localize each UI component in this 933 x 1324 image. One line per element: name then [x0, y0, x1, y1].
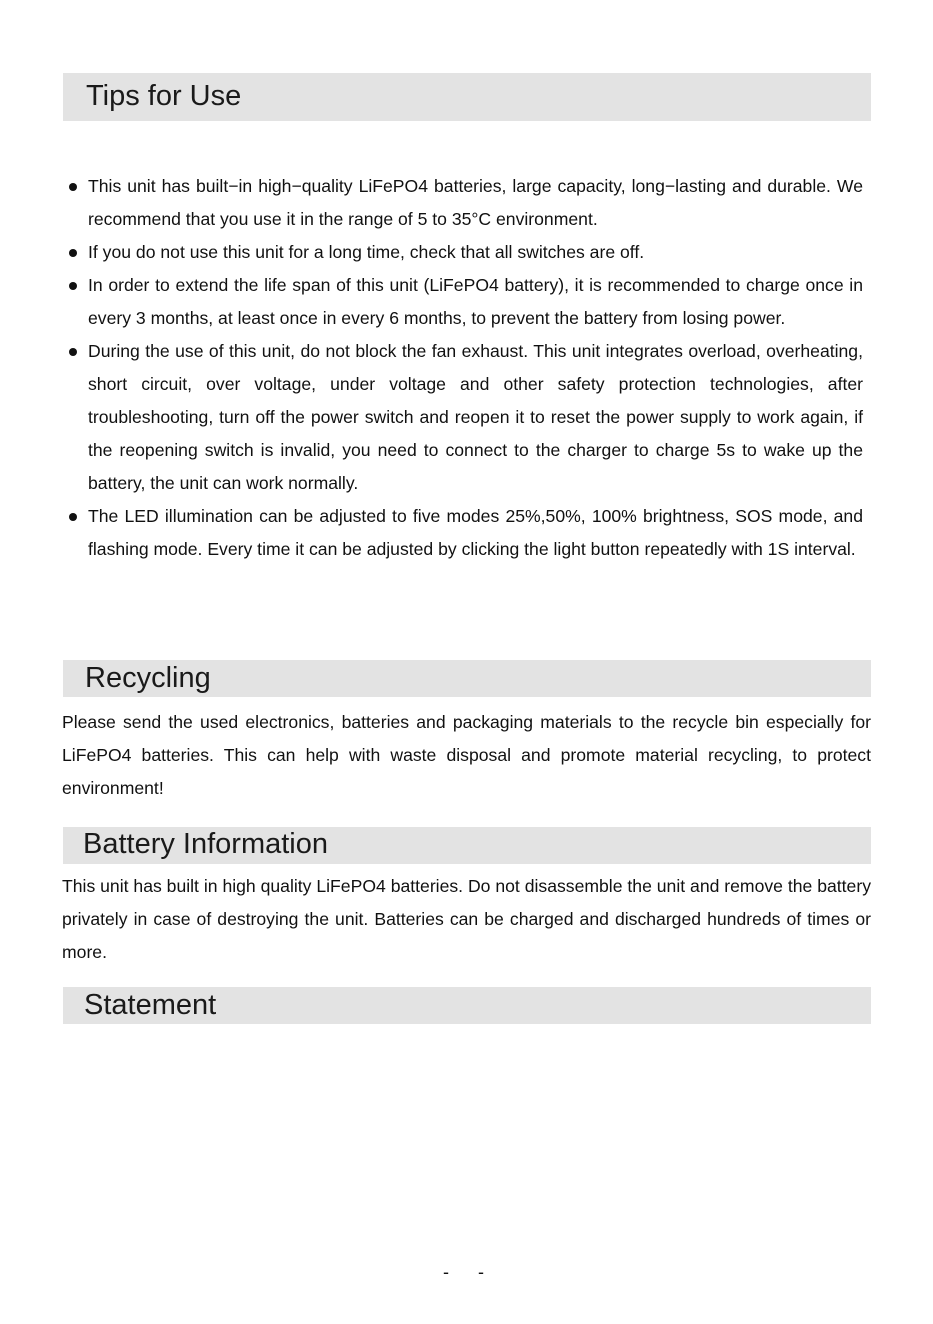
- tips-list: [63, 170, 863, 566]
- page-mark-left: -: [443, 1262, 449, 1282]
- tip-text: The LED illumination can be adjusted to five modes 25%,50%, 100% brightness, SOS mode, and flashing mode. Every time it can be adjusted by clicking the light button repeatedly with 1S interval.: [88, 506, 863, 559]
- battery-text: This unit has built in high quality LiFePO4 batteries. Do not disassemble the unit and remove the battery privately in case of destroying the unit. Batteries can be charged and discharged hundreds of times or more.: [62, 876, 871, 962]
- tip-item: [63, 335, 863, 500]
- bullet-icon: [69, 348, 77, 356]
- bullet-icon: [69, 282, 77, 290]
- tip-text: This unit has built−in high−quality LiFePO4 batteries, large capacity, long−lasting and durable. We recommend that you use it in the range of 5 to 35°C environment.: [88, 176, 863, 229]
- tip-item: [63, 269, 863, 335]
- bullet-icon: [69, 183, 77, 191]
- battery-title: Battery Information: [83, 828, 328, 860]
- tip-item: [63, 236, 863, 269]
- tip-text: In order to extend the life span of this unit (LiFePO4 battery), it is recommended to charge once in every 3 months, at least once in every 6 months, to prevent the battery from losing power.: [88, 275, 863, 328]
- statement-title: Statement: [84, 989, 217, 1021]
- tips-title: Tips for Use: [86, 80, 242, 112]
- tip-text: During the use of this unit, do not block the fan exhaust. This unit integrates overload, overheating, short circuit, over voltage, under voltage and other safety protection technologies, after troubleshooting, turn off the power switch and reopen it to reset the power supply to work again, if the reopening switch is invalid, you need to connect to the charger to charge 5s to wake up the battery, the unit can work normally.: [88, 341, 863, 493]
- recycling-text: Please send the used electronics, batteries and packaging materials to the recycle bin especially for LiFePO4 batteries. This can help with waste disposal and promote material recycling, to protect environment!: [62, 712, 871, 798]
- bullet-icon: [69, 249, 77, 257]
- bullet-icon: [69, 513, 77, 521]
- page-mark-right: -: [478, 1262, 484, 1282]
- tip-text: If you do not use this unit for a long time, check that all switches are off.: [88, 242, 645, 262]
- tip-item: [63, 500, 863, 566]
- recycling-title: Recycling: [85, 662, 211, 694]
- tip-item: [63, 170, 863, 236]
